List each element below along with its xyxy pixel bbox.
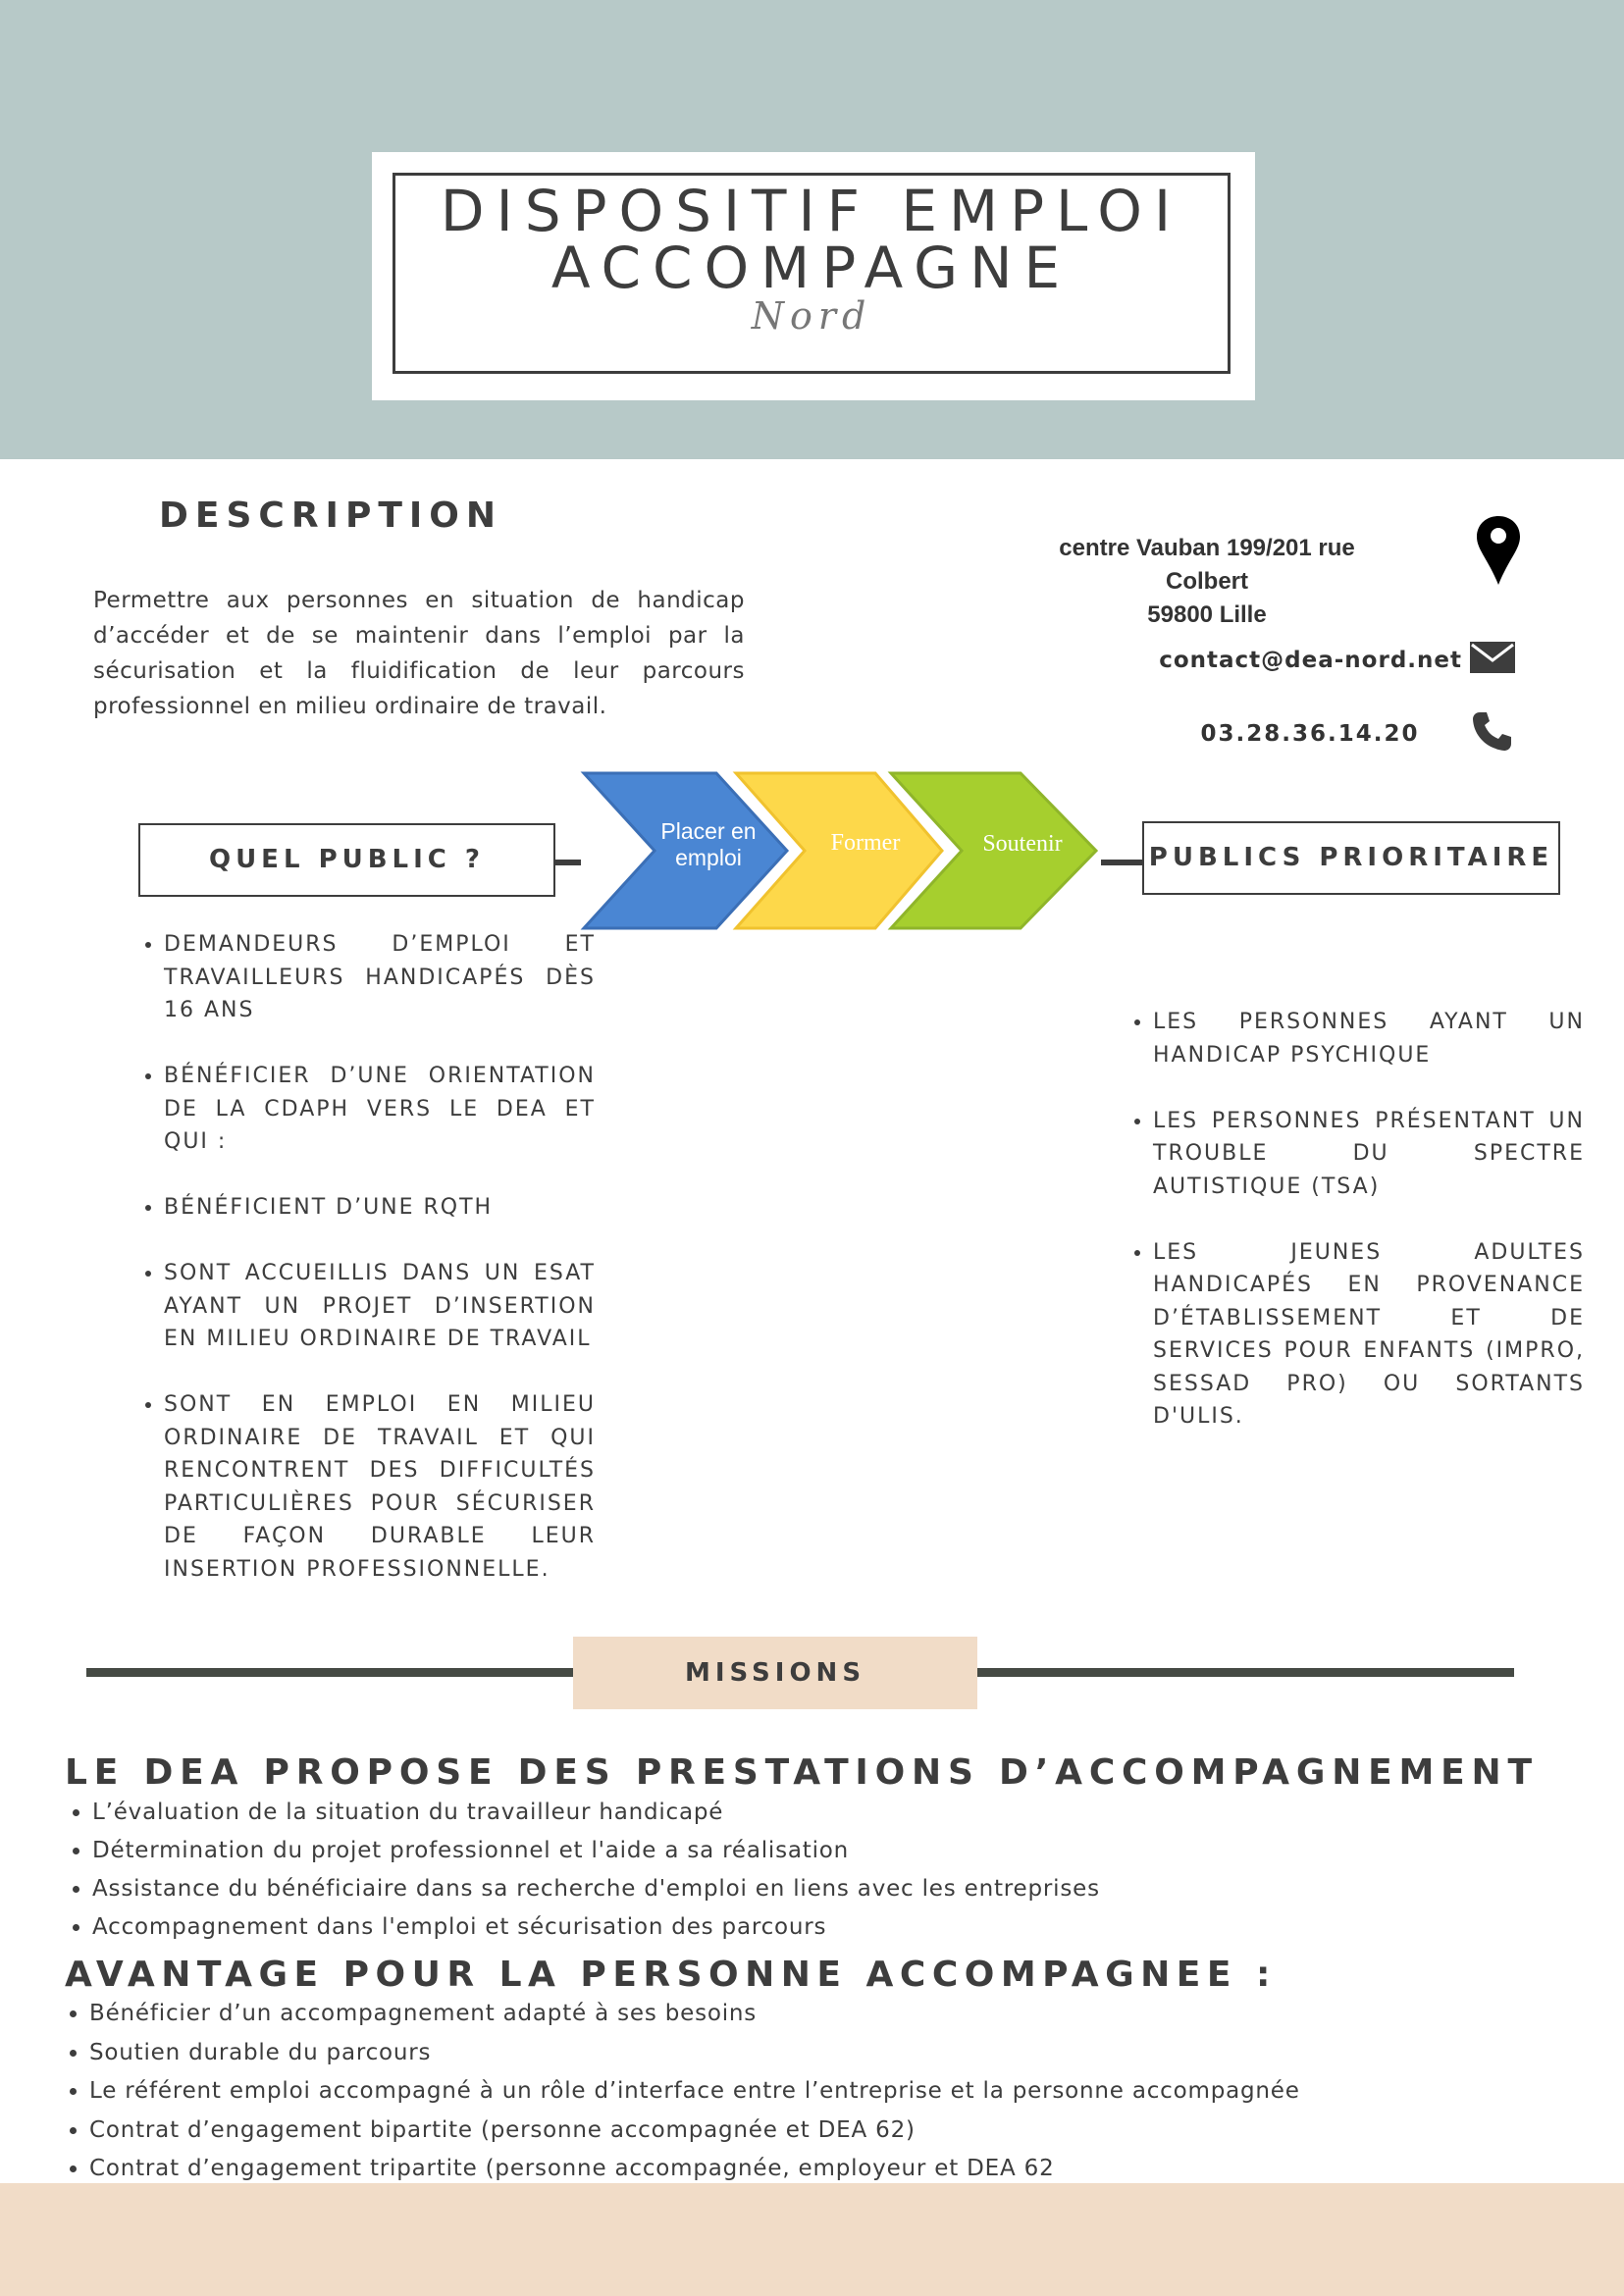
- avantage-list: [63, 1995, 1463, 2189]
- list-item: • Assistance du bénéficiaire dans sa recherche d'emploi en liens avec les entreprises: [92, 1870, 1466, 1908]
- public-heading-box: [138, 823, 555, 897]
- process-chevrons: [579, 770, 1104, 932]
- dea-list: [65, 1794, 1466, 1947]
- list-item: • Détermination du projet professionnel et l'aide a sa réalisation: [92, 1832, 1466, 1870]
- description-heading: DESCRIPTION: [159, 496, 503, 536]
- description-text: Permettre aux personnes en situation de handicap d’accéder et de se maintenir dans l’emploi par la sécurisation et la fluidification de leur parcours professionnel en milieu ordinaire de travail.: [93, 588, 745, 719]
- missions-label: MISSIONS: [573, 1637, 977, 1709]
- page-title-line1: DISPOSITIF EMPLOI: [440, 178, 1183, 244]
- contact-email[interactable]: contact@dea-nord.net: [1159, 648, 1462, 673]
- list-item: • LES PERSONNES AYANT UN HANDICAP PSYCHIQUE: [1153, 1006, 1585, 1071]
- chevron-placer-label-line2: emploi: [675, 845, 742, 870]
- list-item: • Soutien durable du parcours: [89, 2034, 1463, 2073]
- prioritaire-heading-box: [1142, 821, 1560, 895]
- phone-icon: [1472, 710, 1511, 752]
- list-item: • Contrat d’engagement bipartite (personne accompagnée et DEA 62): [89, 2112, 1463, 2151]
- prioritaire-heading: PUBLICS PRIORITAIRE: [1148, 843, 1554, 872]
- chevron-soutenir-label: Soutenir: [982, 831, 1063, 857]
- list-item: • Contrat d’engagement tripartite (personne accompagnée, employeur et DEA 62: [89, 2150, 1463, 2189]
- page-subtitle: Nord: [751, 294, 872, 338]
- chevron-former-label: Former: [830, 830, 901, 856]
- footer-band: [0, 2183, 1624, 2296]
- contact-address: [1021, 532, 1393, 632]
- list-item: • Le référent emploi accompagné à un rôle d’interface entre l’entreprise et la personne accompagnée: [89, 2072, 1463, 2112]
- list-item: • DEMANDEURS D’EMPLOI ET TRAVAILLEURS HANDICAPÉS DÈS 16 ANS: [164, 928, 596, 1027]
- list-item: • BÉNÉFICIENT D’UNE RQTH: [164, 1191, 596, 1225]
- list-item: • LES PERSONNES PRÉSENTANT UN TROUBLE DU SPECTRE AUTISTIQUE (TSA): [1153, 1105, 1585, 1204]
- page-title-line2: ACCOMPAGNE: [550, 235, 1073, 301]
- dea-heading: LE DEA PROPOSE DES PRESTATIONS D’ACCOMPAGNEMENT: [65, 1752, 1539, 1793]
- connector-left: [555, 860, 581, 865]
- list-item: • Bénéficier d’un accompagnement adapté à ses besoins: [89, 1995, 1463, 2034]
- connector-right: [1101, 860, 1142, 865]
- list-item: • LES JEUNES ADULTES HANDICAPÉS EN PROVENANCE D’ÉTABLISSEMENT ET DE SERVICES POUR ENFANTS (IMPRO, SESSAD PRO) OU SORTANTS D'ULIS.: [1153, 1236, 1585, 1434]
- chevron-placer-label-line1: Placer en: [660, 818, 757, 844]
- address-line1: centre Vauban 199/201 rue Colbert: [1059, 535, 1355, 595]
- list-item: • Accompagnement dans l'emploi et sécurisation des parcours: [92, 1908, 1466, 1947]
- list-item: • SONT ACCUEILLIS DANS UN ESAT AYANT UN PROJET D’INSERTION EN MILIEU ORDINAIRE DE TRAVAIL: [164, 1257, 596, 1356]
- list-item: • L’évaluation de la situation du travailleur handicapé: [92, 1794, 1466, 1832]
- avantage-heading: AVANTAGE POUR LA PERSONNE ACCOMPAGNEE :: [65, 1955, 1277, 1995]
- public-list: [138, 928, 596, 1619]
- location-pin-icon: [1474, 514, 1523, 587]
- list-item: • BÉNÉFICIER D’UNE ORIENTATION DE LA CDAPH VERS LE DEA ET QUI :: [164, 1060, 596, 1159]
- contact-phone[interactable]: 03.28.36.14.20: [1200, 721, 1420, 747]
- prioritaire-list: [1127, 1006, 1585, 1466]
- list-item: • SONT EN EMPLOI EN MILIEU ORDINAIRE DE TRAVAIL ET QUI RENCONTRENT DES DIFFICULTÉS PARTICULIÈRES POUR SÉCURISER DE FAÇON DURABLE LEUR INSERTION PROFESSIONNELLE.: [164, 1388, 596, 1586]
- public-heading: QUEL PUBLIC ?: [208, 845, 486, 874]
- address-line2: 59800 Lille: [1147, 601, 1267, 628]
- envelope-icon: [1470, 642, 1515, 673]
